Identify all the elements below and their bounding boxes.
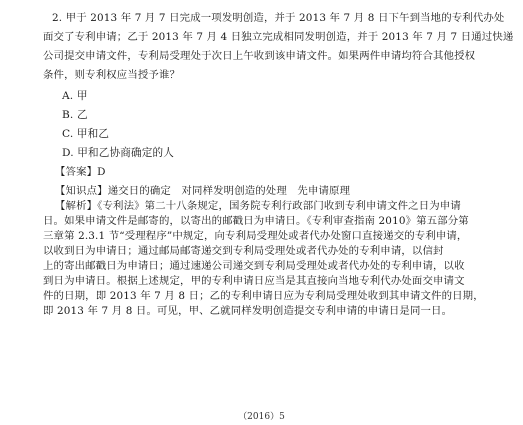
analysis-line: 【解析】《专利法》第二十八条规定，国务院专利行政部门收到专利申请文件之日为申请	[55, 200, 461, 212]
analysis-line: 即 2013 年 7 月 8 日。可见，甲、乙就同样发明创造提交专利申请的申请日是同一日。	[43, 305, 453, 317]
analysis-line: 以收到日为申请日；通过邮局邮寄递交到专利局受理处或者代办处的专利申请，以信封	[43, 245, 444, 257]
analysis-line: 上的寄出邮戳日为申请日；通过速递公司递交到专利局受理处或者代办处的专利申请，以收	[43, 260, 465, 272]
option-b: B. 乙	[62, 109, 88, 121]
question-line: 条件，则专利权应当授予谁？	[43, 69, 181, 81]
knowledge-point-line: 【知识点】递交日的确定 对同样发明创造的处理 先申请原理	[55, 185, 351, 197]
question-line: 面交了专利申请；乙于 2013 年 7 月 4 日独立完成相同发明创造，并于 2013 年 7 月 7 日通过快递	[43, 31, 514, 43]
analysis-line: 三章第 2.3.1 节“受理程序”中规定，向专利局受理处或者代办处窗口直接递交的专利申请，	[43, 230, 468, 242]
option-a: A. 甲	[62, 90, 88, 102]
question-line: 2. 甲于 2013 年 7 月 7 日完成一项发明创造，并于 2013 年 7 月 8 日下午到当地的专利代办处	[52, 12, 505, 24]
option-c: C. 甲和乙	[62, 128, 110, 140]
answer-line: 【答案】D	[55, 166, 106, 178]
analysis-line: 日。如果申请文件是邮寄的，以寄出的邮戳日为申请日。《专利审查指南 2010》第五部分第	[43, 215, 469, 227]
page-number: （2016）5	[238, 412, 285, 422]
question-line: 公司提交申请文件，专利局受理处于次日上午收到该申请文件。如果两件申请均符合其他授权	[43, 50, 476, 62]
option-d: D. 甲和乙协商确定的人	[62, 147, 174, 159]
analysis-line: 件的日期，即 2013 年 7 月 8 日；乙的专利申请日应为专利局受理处收到其申请文件的日期，	[43, 290, 484, 302]
analysis-line: 到日为申请日。根据上述规定，甲的专利申请日应当是其直接向当地专利代办处面交申请文	[43, 275, 465, 287]
